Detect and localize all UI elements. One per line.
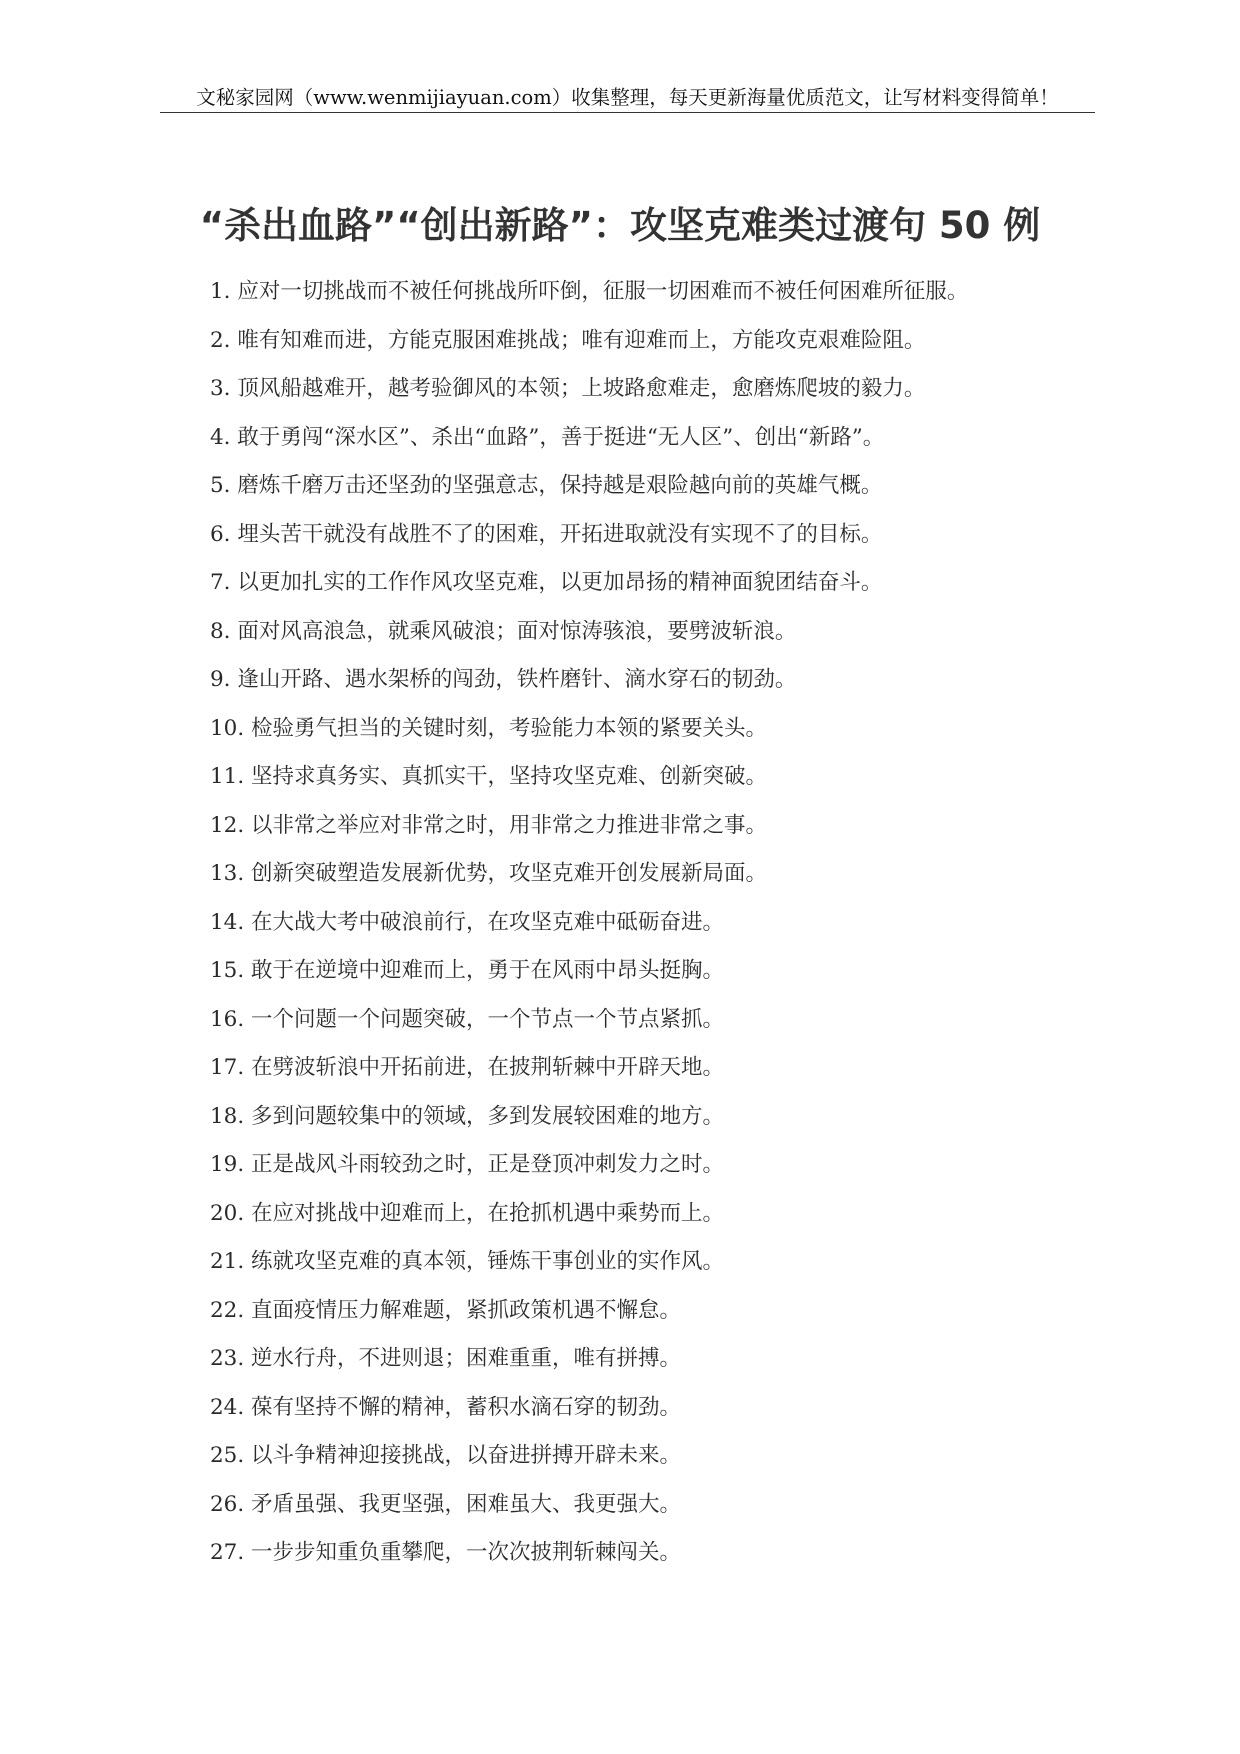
list-item: 23. 逆水行舟，不进则退；困难重重，唯有拼搏。 bbox=[210, 1346, 682, 1371]
list-item: 20. 在应对挑战中迎难而上，在抢抓机遇中乘势而上。 bbox=[210, 1200, 725, 1226]
document-title: “杀出血路”“创出新路”：攻坚克难类过渡句 50 例 bbox=[199, 204, 1041, 247]
list-item: 27. 一步步知重负重攀爬，一次次披荆斩棘闯关。 bbox=[210, 1540, 682, 1565]
list-item: 3. 顶风船越难开，越考验御风的本领；上坡路愈难走，愈磨炼爬坡的毅力。 bbox=[210, 376, 926, 401]
list-item: 4. 敢于勇闯“深水区”、杀出“血路”，善于挺进“无人区”、创出“新路”。 bbox=[210, 424, 885, 450]
list-item: 14. 在大战大考中破浪前行，在攻坚克难中砥砺奋进。 bbox=[210, 909, 725, 935]
page-header bbox=[160, 86, 1095, 113]
list-item: 16. 一个问题一个问题突破，一个节点一个节点紧抓。 bbox=[210, 1006, 725, 1032]
list-item: 17. 在劈波斩浪中开拓前进，在披荆斩棘中开辟天地。 bbox=[210, 1055, 725, 1080]
list-item: 11. 坚持求真务实、真抓实干，坚持攻坚克难、创新突破。 bbox=[210, 764, 768, 789]
list-item: 2. 唯有知难而进，方能克服困难挑战；唯有迎难而上，方能攻克艰难险阻。 bbox=[210, 327, 926, 353]
sentence-list bbox=[210, 272, 1090, 1582]
header-text: 文秘家园网（www.wenmijiayuan.com）收集整理，每天更新海量优质范文，让写材料变得简单！ bbox=[196, 86, 1059, 109]
list-item: 5. 磨炼千磨万击还坚劲的坚强意志，保持越是艰险越向前的英雄气概。 bbox=[210, 473, 883, 498]
list-item: 10. 检验勇气担当的关键时刻，考验能力本领的紧要关头。 bbox=[210, 715, 768, 741]
list-item: 7. 以更加扎实的工作作风攻坚克难，以更加昂扬的精神面貌团结奋斗。 bbox=[210, 570, 883, 595]
list-item: 25. 以斗争精神迎接挑战，以奋进拼搏开辟未来。 bbox=[210, 1443, 682, 1468]
list-item: 12. 以非常之举应对非常之时，用非常之力推进非常之事。 bbox=[210, 812, 768, 838]
list-item: 8. 面对风高浪急，就乘风破浪；面对惊涛骇浪，要劈波斩浪。 bbox=[210, 618, 797, 644]
list-item: 21. 练就攻坚克难的真本领，锤炼干事创业的实作风。 bbox=[210, 1249, 725, 1274]
list-item: 18. 多到问题较集中的领域，多到发展较困难的地方。 bbox=[210, 1103, 725, 1129]
list-item: 22. 直面疫情压力解难题，紧抓政策机遇不懈怠。 bbox=[210, 1297, 682, 1323]
list-item: 24. 葆有坚持不懈的精神，蓄积水滴石穿的韧劲。 bbox=[210, 1394, 682, 1420]
list-item: 6. 埋头苦干就没有战胜不了的困难，开拓进取就没有实现不了的目标。 bbox=[210, 521, 883, 547]
list-item: 15. 敢于在逆境中迎难而上，勇于在风雨中昂头挺胸。 bbox=[210, 958, 725, 983]
list-item: 26. 矛盾虽强、我更坚强，困难虽大、我更强大。 bbox=[210, 1491, 682, 1517]
list-item: 9. 逢山开路、遇水架桥的闯劲，铁杵磨针、滴水穿石的韧劲。 bbox=[210, 667, 797, 692]
list-item: 19. 正是战风斗雨较劲之时，正是登顶冲刺发力之时。 bbox=[210, 1152, 725, 1177]
list-item: 13. 创新突破塑造发展新优势，攻坚克难开创发展新局面。 bbox=[210, 861, 768, 886]
list-item: 1. 应对一切挑战而不被任何挑战所吓倒，征服一切困难而不被任何困难所征服。 bbox=[210, 279, 969, 304]
